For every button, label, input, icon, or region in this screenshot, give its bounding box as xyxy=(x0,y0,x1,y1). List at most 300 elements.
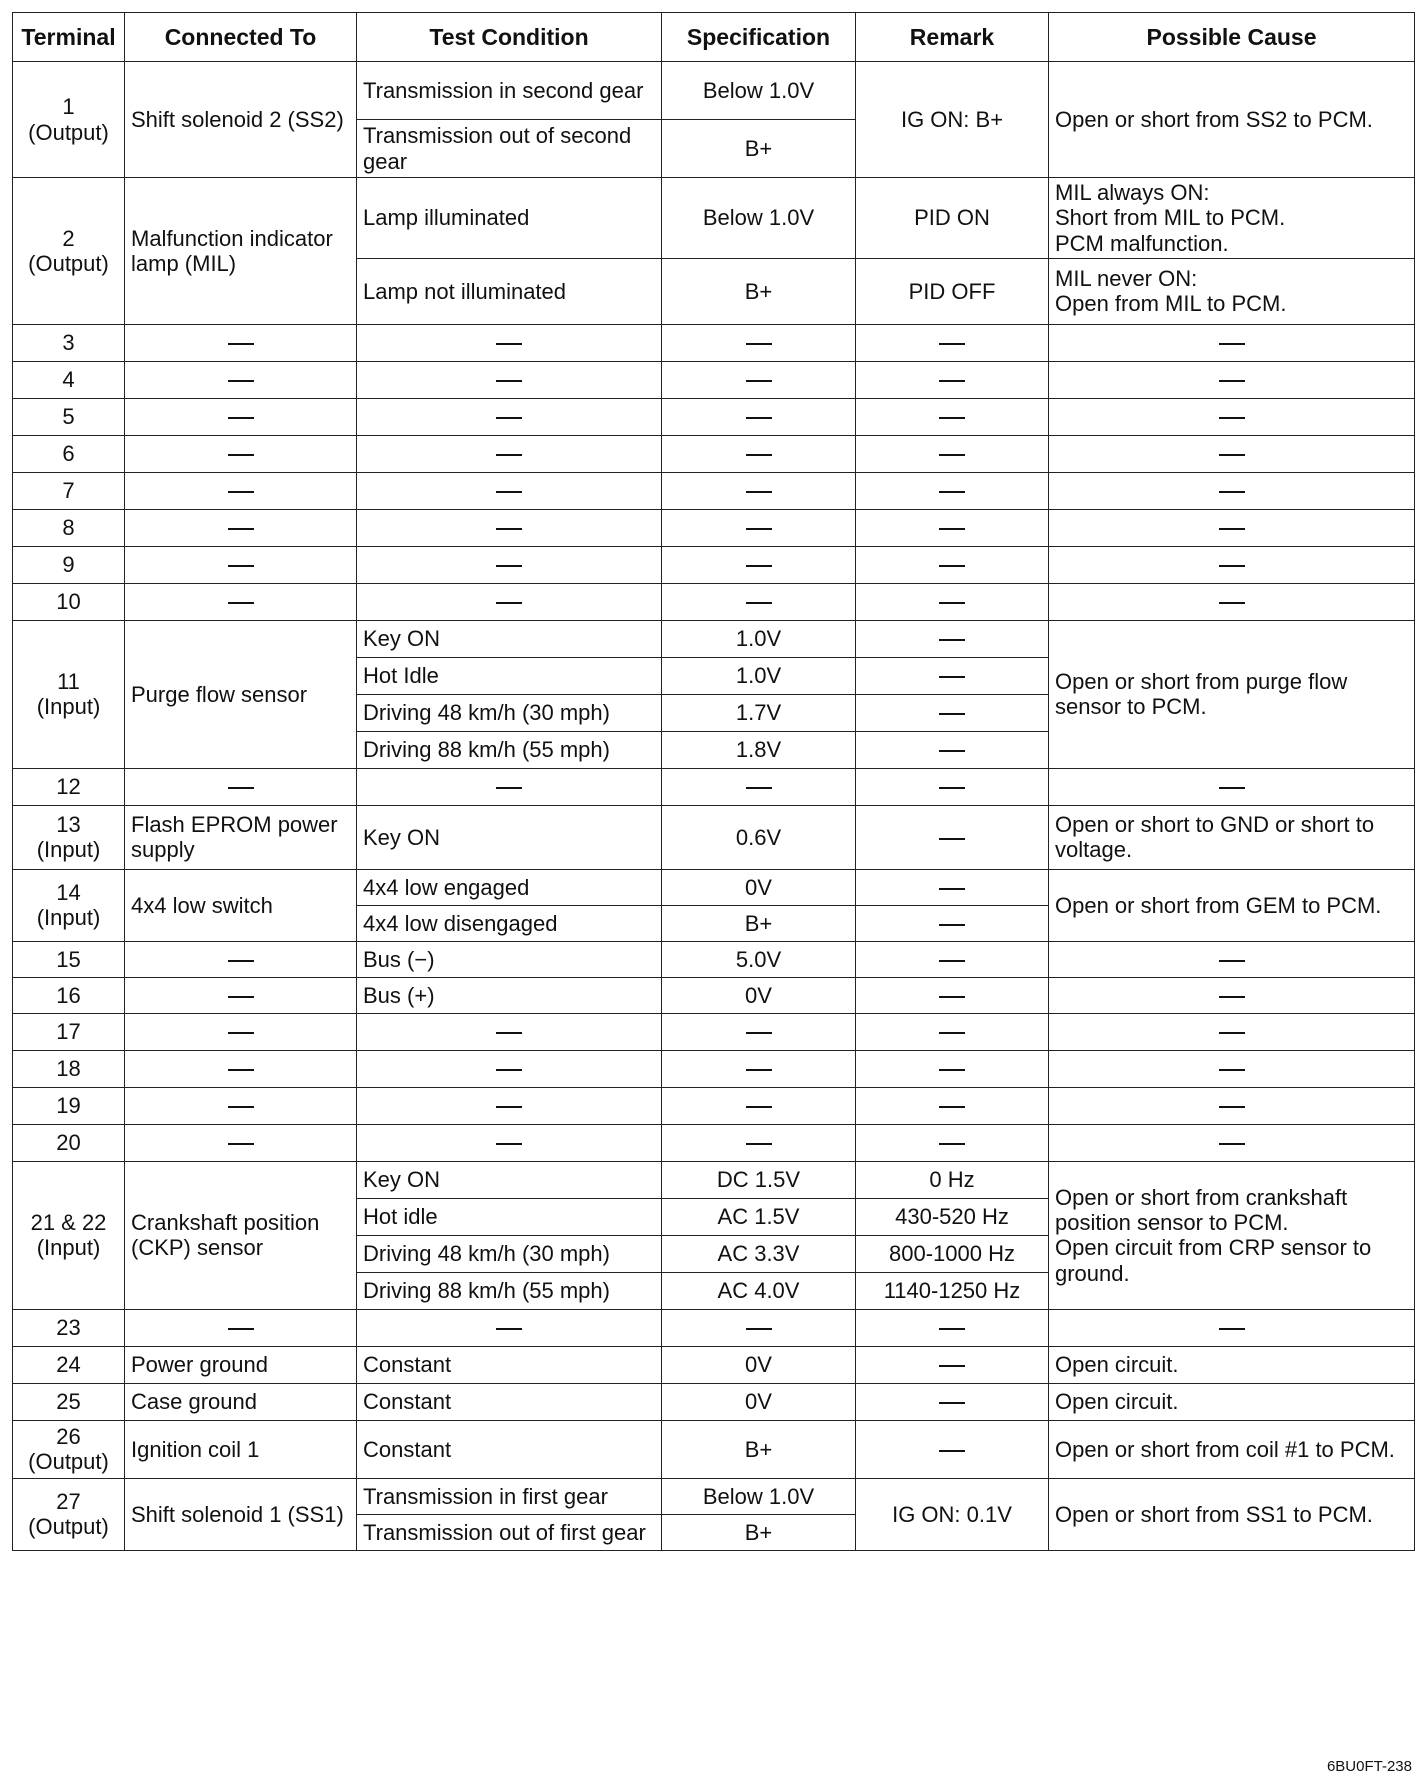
possible-cause-cell xyxy=(1049,1087,1415,1124)
dash-mark xyxy=(939,602,965,604)
table-row xyxy=(13,620,1415,657)
test-condition-cell: Constant xyxy=(357,1383,662,1420)
terminal-cell: 14 (Input) xyxy=(13,869,125,941)
dash-mark xyxy=(746,1106,772,1108)
test-condition-cell: Hot Idle xyxy=(357,657,662,694)
connected-to-cell: Ignition coil 1 xyxy=(125,1420,357,1478)
dash-mark xyxy=(1219,1069,1245,1071)
dash-mark xyxy=(939,1402,965,1404)
table-row xyxy=(13,178,1415,259)
dash-mark xyxy=(746,1143,772,1145)
specification-cell: 1.0V xyxy=(662,620,856,657)
specification-cell xyxy=(662,324,856,361)
connected-to-cell xyxy=(125,583,357,620)
dash-mark xyxy=(746,380,772,382)
dash-mark xyxy=(746,787,772,789)
dash-mark xyxy=(939,454,965,456)
remark-cell xyxy=(856,509,1049,546)
table-row xyxy=(13,1309,1415,1346)
possible-cause-cell xyxy=(1049,977,1415,1013)
table-row xyxy=(13,361,1415,398)
possible-cause-cell xyxy=(1049,509,1415,546)
dash-mark xyxy=(939,565,965,567)
dash-mark xyxy=(228,417,254,419)
dash-mark xyxy=(746,602,772,604)
table-row xyxy=(13,324,1415,361)
test-condition-cell: Driving 88 km/h (55 mph) xyxy=(357,1272,662,1309)
test-condition-cell xyxy=(357,1087,662,1124)
terminal-cell: 26 (Output) xyxy=(13,1420,125,1478)
test-condition-cell xyxy=(357,1013,662,1050)
terminal-cell: 15 xyxy=(13,941,125,977)
terminal-cell: 19 xyxy=(13,1087,125,1124)
test-condition-cell: Bus (+) xyxy=(357,977,662,1013)
dash-mark xyxy=(939,787,965,789)
connected-to-cell: Shift solenoid 2 (SS2) xyxy=(125,62,357,178)
dash-mark xyxy=(939,528,965,530)
dash-mark xyxy=(1219,602,1245,604)
terminal-table-document xyxy=(12,12,1414,1551)
connected-to-cell xyxy=(125,361,357,398)
dash-mark xyxy=(746,565,772,567)
possible-cause-cell xyxy=(1049,1013,1415,1050)
possible-cause-cell xyxy=(1049,1050,1415,1087)
table-row xyxy=(13,398,1415,435)
remark-cell: 1140-1250 Hz xyxy=(856,1272,1049,1309)
test-condition-cell xyxy=(357,472,662,509)
dash-mark xyxy=(1219,565,1245,567)
dash-mark xyxy=(939,713,965,715)
table-row xyxy=(13,583,1415,620)
terminal-cell: 10 xyxy=(13,583,125,620)
terminal-cell: 1 (Output) xyxy=(13,62,125,178)
remark-cell xyxy=(856,694,1049,731)
dash-mark xyxy=(228,787,254,789)
table-row xyxy=(13,941,1415,977)
terminal-cell: 25 xyxy=(13,1383,125,1420)
dash-mark xyxy=(1219,454,1245,456)
test-condition-cell: Driving 48 km/h (30 mph) xyxy=(357,694,662,731)
test-condition-cell xyxy=(357,1124,662,1161)
terminal-cell: 18 xyxy=(13,1050,125,1087)
table-row xyxy=(13,1124,1415,1161)
test-condition-cell xyxy=(357,768,662,805)
possible-cause-cell: Open or short from SS2 to PCM. xyxy=(1049,62,1415,178)
specification-cell xyxy=(662,768,856,805)
remark-cell xyxy=(856,657,1049,694)
dash-mark xyxy=(939,1032,965,1034)
specification-cell: 0V xyxy=(662,1383,856,1420)
test-condition-cell: Constant xyxy=(357,1346,662,1383)
specification-cell xyxy=(662,1124,856,1161)
remark-cell: PID ON xyxy=(856,178,1049,259)
test-condition-cell: Transmission in second gear xyxy=(357,62,662,120)
table-row xyxy=(13,805,1415,869)
table-row xyxy=(13,1346,1415,1383)
dash-mark xyxy=(496,1328,522,1330)
connected-to-cell xyxy=(125,977,357,1013)
remark-cell: 800-1000 Hz xyxy=(856,1235,1049,1272)
dash-mark xyxy=(496,380,522,382)
remark-cell xyxy=(856,731,1049,768)
dash-mark xyxy=(496,454,522,456)
dash-mark xyxy=(496,1143,522,1145)
table-row xyxy=(13,435,1415,472)
test-condition-cell: Key ON xyxy=(357,805,662,869)
specification-cell: 0V xyxy=(662,869,856,905)
remark-cell xyxy=(856,472,1049,509)
terminal-cell: 16 xyxy=(13,977,125,1013)
dash-mark xyxy=(939,1365,965,1367)
connected-to-cell xyxy=(125,472,357,509)
remark-cell xyxy=(856,435,1049,472)
test-condition-cell: Constant xyxy=(357,1420,662,1478)
table-row xyxy=(13,1161,1415,1198)
dash-mark xyxy=(228,528,254,530)
remark-cell xyxy=(856,805,1049,869)
specification-cell: B+ xyxy=(662,1420,856,1478)
terminal-cell: 7 xyxy=(13,472,125,509)
dash-mark xyxy=(1219,1032,1245,1034)
connected-to-cell: Malfunction indicator lamp (MIL) xyxy=(125,178,357,325)
connected-to-cell: Purge flow sensor xyxy=(125,620,357,768)
test-condition-cell: Hot idle xyxy=(357,1198,662,1235)
dash-mark xyxy=(228,996,254,998)
test-condition-cell: 4x4 low disengaged xyxy=(357,905,662,941)
header-connected-to: Connected To xyxy=(125,13,357,62)
dash-mark xyxy=(496,1069,522,1071)
remark-cell xyxy=(856,583,1049,620)
table-row xyxy=(13,1087,1415,1124)
dash-mark xyxy=(228,565,254,567)
dash-mark xyxy=(228,960,254,962)
remark-cell xyxy=(856,869,1049,905)
dash-mark xyxy=(939,380,965,382)
specification-cell xyxy=(662,1309,856,1346)
connected-to-cell xyxy=(125,435,357,472)
dash-mark xyxy=(1219,1143,1245,1145)
terminal-cell: 6 xyxy=(13,435,125,472)
header-terminal: Terminal xyxy=(13,13,125,62)
dash-mark xyxy=(496,417,522,419)
remark-cell: PID OFF xyxy=(856,258,1049,324)
specification-cell: Below 1.0V xyxy=(662,1478,856,1514)
connected-to-cell: Shift solenoid 1 (SS1) xyxy=(125,1478,357,1550)
terminal-cell: 5 xyxy=(13,398,125,435)
test-condition-cell: Key ON xyxy=(357,620,662,657)
dash-mark xyxy=(1219,491,1245,493)
specification-cell: 5.0V xyxy=(662,941,856,977)
test-condition-cell: Transmission out of first gear xyxy=(357,1514,662,1550)
test-condition-cell xyxy=(357,398,662,435)
specification-cell: B+ xyxy=(662,905,856,941)
test-condition-cell xyxy=(357,1309,662,1346)
specification-cell: DC 1.5V xyxy=(662,1161,856,1198)
test-condition-cell: Transmission in first gear xyxy=(357,1478,662,1514)
specification-cell xyxy=(662,472,856,509)
dash-mark xyxy=(228,380,254,382)
specification-cell xyxy=(662,546,856,583)
test-condition-cell: Lamp illuminated xyxy=(357,178,662,259)
remark-cell xyxy=(856,620,1049,657)
table-row xyxy=(13,1478,1415,1514)
dash-mark xyxy=(746,1328,772,1330)
terminal-cell: 4 xyxy=(13,361,125,398)
test-condition-cell: Lamp not illuminated xyxy=(357,258,662,324)
dash-mark xyxy=(228,454,254,456)
possible-cause-cell xyxy=(1049,1309,1415,1346)
header-row xyxy=(13,13,1415,62)
possible-cause-cell xyxy=(1049,472,1415,509)
possible-cause-cell xyxy=(1049,941,1415,977)
dash-mark xyxy=(939,1450,965,1452)
connected-to-cell xyxy=(125,324,357,361)
specification-cell: 1.7V xyxy=(662,694,856,731)
remark-cell xyxy=(856,1124,1049,1161)
table-row xyxy=(13,1383,1415,1420)
possible-cause-cell: Open or short from GEM to PCM. xyxy=(1049,869,1415,941)
terminal-cell: 2 (Output) xyxy=(13,178,125,325)
dash-mark xyxy=(939,750,965,752)
possible-cause-cell: Open circuit. xyxy=(1049,1346,1415,1383)
terminal-cell: 17 xyxy=(13,1013,125,1050)
terminal-cell: 13 (Input) xyxy=(13,805,125,869)
remark-cell xyxy=(856,768,1049,805)
dash-mark xyxy=(228,491,254,493)
connected-to-cell: Flash EPROM power supply xyxy=(125,805,357,869)
dash-mark xyxy=(939,417,965,419)
terminal-cell: 24 xyxy=(13,1346,125,1383)
specification-cell: AC 1.5V xyxy=(662,1198,856,1235)
table-row xyxy=(13,1420,1415,1478)
test-condition-cell xyxy=(357,1050,662,1087)
connected-to-cell: Power ground xyxy=(125,1346,357,1383)
possible-cause-cell: Open or short from SS1 to PCM. xyxy=(1049,1478,1415,1550)
possible-cause-cell xyxy=(1049,1124,1415,1161)
possible-cause-cell: MIL never ON: Open from MIL to PCM. xyxy=(1049,258,1415,324)
remark-cell xyxy=(856,546,1049,583)
dash-mark xyxy=(1219,380,1245,382)
possible-cause-cell xyxy=(1049,361,1415,398)
specification-cell xyxy=(662,1013,856,1050)
dash-mark xyxy=(496,1106,522,1108)
specification-cell: AC 4.0V xyxy=(662,1272,856,1309)
dash-mark xyxy=(1219,996,1245,998)
dash-mark xyxy=(496,787,522,789)
terminal-table xyxy=(12,12,1415,1551)
terminal-cell: 12 xyxy=(13,768,125,805)
header-specification: Specification xyxy=(662,13,856,62)
specification-cell: 1.8V xyxy=(662,731,856,768)
remark-cell xyxy=(856,1346,1049,1383)
specification-cell xyxy=(662,435,856,472)
dash-mark xyxy=(746,343,772,345)
specification-cell: 1.0V xyxy=(662,657,856,694)
test-condition-cell xyxy=(357,435,662,472)
connected-to-cell: Case ground xyxy=(125,1383,357,1420)
connected-to-cell: 4x4 low switch xyxy=(125,869,357,941)
connected-to-cell xyxy=(125,546,357,583)
specification-cell: B+ xyxy=(662,1514,856,1550)
specification-cell: 0.6V xyxy=(662,805,856,869)
table-row xyxy=(13,62,1415,120)
specification-cell xyxy=(662,1087,856,1124)
dash-mark xyxy=(939,676,965,678)
table-row xyxy=(13,472,1415,509)
dash-mark xyxy=(1219,417,1245,419)
table-row xyxy=(13,509,1415,546)
dash-mark xyxy=(939,343,965,345)
dash-mark xyxy=(496,565,522,567)
possible-cause-cell xyxy=(1049,398,1415,435)
table-row xyxy=(13,768,1415,805)
dash-mark xyxy=(496,491,522,493)
specification-cell: B+ xyxy=(662,258,856,324)
remark-cell xyxy=(856,361,1049,398)
specification-cell: Below 1.0V xyxy=(662,178,856,259)
possible-cause-cell xyxy=(1049,324,1415,361)
dash-mark xyxy=(939,639,965,641)
specification-cell xyxy=(662,1050,856,1087)
specification-cell xyxy=(662,509,856,546)
connected-to-cell xyxy=(125,1124,357,1161)
dash-mark xyxy=(496,528,522,530)
terminal-cell: 11 (Input) xyxy=(13,620,125,768)
connected-to-cell xyxy=(125,1050,357,1087)
specification-cell xyxy=(662,583,856,620)
test-condition-cell: 4x4 low engaged xyxy=(357,869,662,905)
specification-cell: B+ xyxy=(662,120,856,178)
dash-mark xyxy=(939,1106,965,1108)
dash-mark xyxy=(939,996,965,998)
test-condition-cell xyxy=(357,324,662,361)
table-row xyxy=(13,1013,1415,1050)
possible-cause-cell: MIL always ON: Short from MIL to PCM. PCM malfunction. xyxy=(1049,178,1415,259)
dash-mark xyxy=(1219,787,1245,789)
header-possible-cause: Possible Cause xyxy=(1049,13,1415,62)
connected-to-cell xyxy=(125,941,357,977)
connected-to-cell xyxy=(125,1087,357,1124)
table-row xyxy=(13,869,1415,905)
dash-mark xyxy=(746,417,772,419)
remark-cell xyxy=(856,1013,1049,1050)
dash-mark xyxy=(1219,1106,1245,1108)
dash-mark xyxy=(1219,1328,1245,1330)
possible-cause-cell: Open or short from purge flow sensor to PCM. xyxy=(1049,620,1415,768)
remark-cell: 430-520 Hz xyxy=(856,1198,1049,1235)
possible-cause-cell xyxy=(1049,768,1415,805)
terminal-cell: 20 xyxy=(13,1124,125,1161)
test-condition-cell: Bus (−) xyxy=(357,941,662,977)
test-condition-cell: Key ON xyxy=(357,1161,662,1198)
connected-to-cell xyxy=(125,509,357,546)
table-row xyxy=(13,1050,1415,1087)
specification-cell: 0V xyxy=(662,977,856,1013)
dash-mark xyxy=(939,1069,965,1071)
remark-cell xyxy=(856,398,1049,435)
dash-mark xyxy=(496,602,522,604)
dash-mark xyxy=(939,1143,965,1145)
test-condition-cell xyxy=(357,509,662,546)
connected-to-cell: Crankshaft position (CKP) sensor xyxy=(125,1161,357,1309)
specification-cell: AC 3.3V xyxy=(662,1235,856,1272)
dash-mark xyxy=(746,491,772,493)
dash-mark xyxy=(496,1032,522,1034)
possible-cause-cell xyxy=(1049,546,1415,583)
terminal-cell: 21 & 22 (Input) xyxy=(13,1161,125,1309)
dash-mark xyxy=(939,888,965,890)
header-remark: Remark xyxy=(856,13,1049,62)
terminal-cell: 9 xyxy=(13,546,125,583)
possible-cause-cell xyxy=(1049,435,1415,472)
terminal-cell: 23 xyxy=(13,1309,125,1346)
test-condition-cell: Driving 88 km/h (55 mph) xyxy=(357,731,662,768)
connected-to-cell xyxy=(125,398,357,435)
test-condition-cell: Transmission out of second gear xyxy=(357,120,662,178)
terminal-cell: 3 xyxy=(13,324,125,361)
dash-mark xyxy=(939,924,965,926)
specification-cell xyxy=(662,361,856,398)
specification-cell xyxy=(662,398,856,435)
possible-cause-cell: Open circuit. xyxy=(1049,1383,1415,1420)
remark-cell xyxy=(856,324,1049,361)
dash-mark xyxy=(746,1032,772,1034)
dash-mark xyxy=(939,838,965,840)
connected-to-cell xyxy=(125,1309,357,1346)
specification-cell: 0V xyxy=(662,1346,856,1383)
connected-to-cell xyxy=(125,768,357,805)
remark-cell xyxy=(856,1383,1049,1420)
table-row xyxy=(13,977,1415,1013)
test-condition-cell: Driving 48 km/h (30 mph) xyxy=(357,1235,662,1272)
dash-mark xyxy=(746,454,772,456)
terminal-cell: 27 (Output) xyxy=(13,1478,125,1550)
possible-cause-cell: Open or short from crankshaft position sensor to PCM. Open circuit from CRP sensor to ground. xyxy=(1049,1161,1415,1309)
dash-mark xyxy=(746,528,772,530)
remark-cell xyxy=(856,1309,1049,1346)
possible-cause-cell: Open or short to GND or short to voltage. xyxy=(1049,805,1415,869)
test-condition-cell xyxy=(357,583,662,620)
dash-mark xyxy=(228,602,254,604)
header-test-condition: Test Condition xyxy=(357,13,662,62)
connected-to-cell xyxy=(125,1013,357,1050)
dash-mark xyxy=(228,1032,254,1034)
test-condition-cell xyxy=(357,361,662,398)
dash-mark xyxy=(939,1328,965,1330)
remark-cell: IG ON: 0.1V xyxy=(856,1478,1049,1550)
dash-mark xyxy=(1219,343,1245,345)
remark-cell xyxy=(856,1087,1049,1124)
possible-cause-cell: Open or short from coil #1 to PCM. xyxy=(1049,1420,1415,1478)
dash-mark xyxy=(746,1069,772,1071)
table-body xyxy=(13,62,1415,1551)
terminal-cell: 8 xyxy=(13,509,125,546)
test-condition-cell xyxy=(357,546,662,583)
remark-cell xyxy=(856,1050,1049,1087)
dash-mark xyxy=(1219,528,1245,530)
remark-cell: 0 Hz xyxy=(856,1161,1049,1198)
dash-mark xyxy=(228,343,254,345)
specification-cell: Below 1.0V xyxy=(662,62,856,120)
remark-cell xyxy=(856,1420,1049,1478)
dash-mark xyxy=(228,1106,254,1108)
possible-cause-cell xyxy=(1049,583,1415,620)
dash-mark xyxy=(228,1328,254,1330)
dash-mark xyxy=(228,1143,254,1145)
table-row xyxy=(13,546,1415,583)
remark-cell xyxy=(856,905,1049,941)
dash-mark xyxy=(228,1069,254,1071)
